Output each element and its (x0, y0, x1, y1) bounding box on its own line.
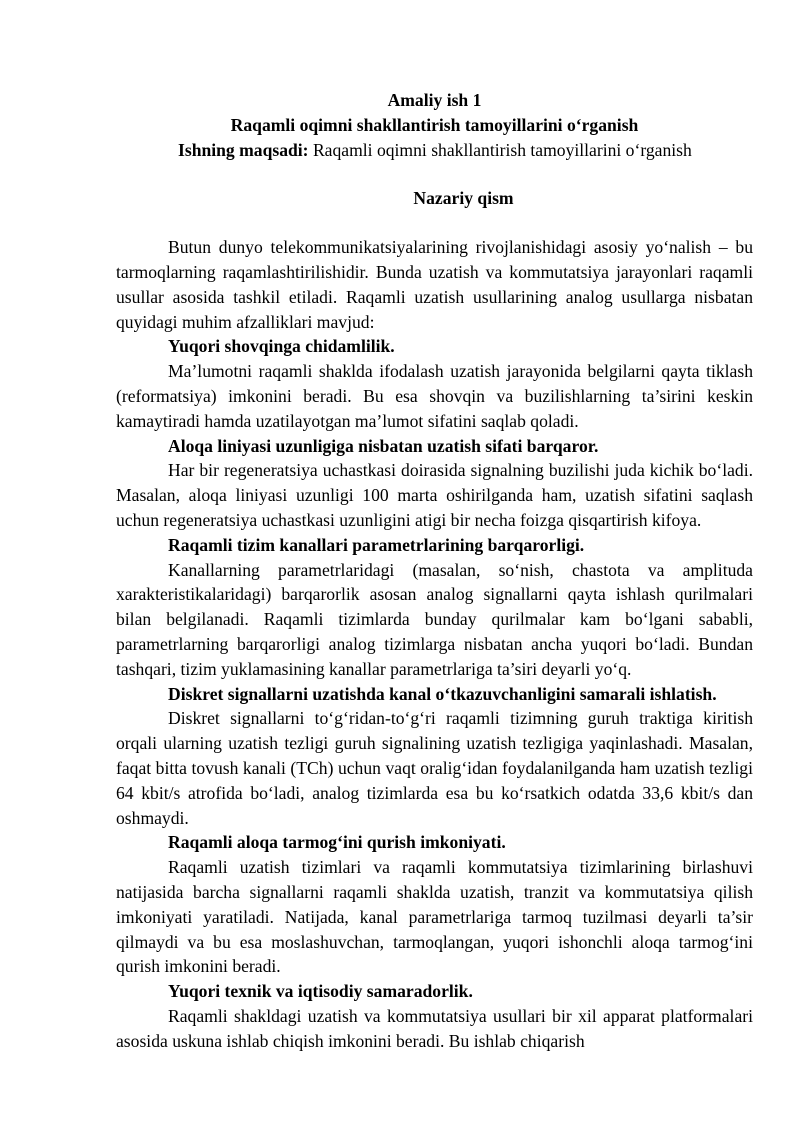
paragraph-discrete-signals: Diskret signallarni to‘g‘ridan-to‘g‘ri raqamli tizimning guruh traktiga kiritish orqali ularning uzatish tezligi guruh signalining uzatish tezligiga yaqinlashadi. Masalan, faqat bitta tovush kanali (TCh) uchun vaqt oralig‘idan foydalanilganda ham uzatish tezligi 64 kbit/s atrofida bo‘ladi, analog tizimlarda esa bu ko‘rsatkich odatda 33,6 kbit/s dan oshmaydi. (116, 708, 753, 828)
paragraph-channel-stability: Kanallarning parametrlaridagi (masalan, so‘nish, chastota va amplituda xarakteristikalaridagi) barqarorlik asosan analog signallarni qayta ishlash qurilmalari bilan belgilanadi. Raqamli tizimlarda bunday qurilmalar kam bo‘lgani sababli, parametrlarning barqarorligi analog tizimlarga nisbatan ancha yuqori bo‘ladi. Bundan tashqari, tizim yuklamasining kanallar parametrlariga ta’siri deyarli yo‘q. (116, 559, 753, 679)
goal-line (116, 138, 753, 163)
document-subtitle: Raqamli oqimni shakllantirish tamoyillarini o‘rganish (230, 114, 639, 135)
section-title: Nazariy qism (413, 188, 514, 209)
subheading-discrete-signals: Diskret signallarni uzatishda kanal o‘tkazuvchanligini samarali ishlatish. (168, 683, 717, 704)
goal-text: Raqamli oqimni shakllantirish tamoyillarini o‘rganish (308, 139, 692, 160)
paragraph-line-length: Har bir regeneratsiya uchastkasi doirasida signalning buzilishi juda kichik bo‘ladi. Masalan, aloqa liniyasi uzunligi 100 marta oshirilganda ham, uzatish sifatini saqlash uchun regeneratsiya uchastkasi uzunligini atigi bir necha foizga qisqartirish kifoya. (116, 460, 753, 530)
paragraph-noise-immunity: Ma’lumotni raqamli shaklda ifodalash uzatish jarayonida belgilarni qayta tiklash (reformatsiya) imkonini beradi. Bu esa shovqin va buzilishlarning ta’sirini keskin kamaytiradi hamda uzatilayotgan ma’lumot sifatini saqlab qoladi. (116, 361, 753, 431)
subheading-channel-stability: Raqamli tizim kanallari parametrlarining barqarorligi. (168, 534, 585, 555)
paragraph-efficiency: Raqamli shakldagi uzatish va kommutatsiya usullari bir xil apparat platformalari asosida uskuna ishlab chiqish imkonini beradi. Bu ishlab chiqarish (116, 1005, 753, 1051)
document-page (116, 88, 753, 1053)
subheading-efficiency: Yuqori texnik va iqtisodiy samaradorlik. (168, 981, 473, 1002)
goal-label: Ishning maqsadi: (178, 139, 309, 160)
subheading-line-length: Aloqa liniyasi uzunligiga nisbatan uzatish sifati barqaror. (168, 435, 599, 456)
subheading-digital-network: Raqamli aloqa tarmog‘ini qurish imkoniyati. (168, 832, 506, 853)
paragraph-digital-network: Raqamli uzatish tizimlari va raqamli kommutatsiya tizimlarining birlashuvi natijasida barcha signallarni raqamli shaklda uzatish, tranzit va kommutatsiya qilish imkoniyati yaratiladi. Natijada, kanal parametrlariga tarmoq tuzilmasi deyarli ta’sir qilmaydi va bu esa moslashuvchan, tarmoqlangan, yuqori ishonchli aloqa tarmog‘ini qurish imkonini beradi. (116, 857, 753, 977)
intro-paragraph: Butun dunyo telekommunikatsiyalarining rivojlanishidagi asosiy yo‘nalish – bu tarmoqlarning raqamlashtirilishidir. Bunda uzatish va kommutatsiya jarayonlari raqamli usullar asosida tashkil etiladi. Raqamli uzatish usullarining analog usullarga nisbatan quyidagi muhim afzalliklari mavjud: (116, 237, 753, 332)
subheading-noise-immunity: Yuqori shovqinga chidamlilik. (168, 336, 395, 357)
document-title: Amaliy ish 1 (387, 90, 482, 110)
